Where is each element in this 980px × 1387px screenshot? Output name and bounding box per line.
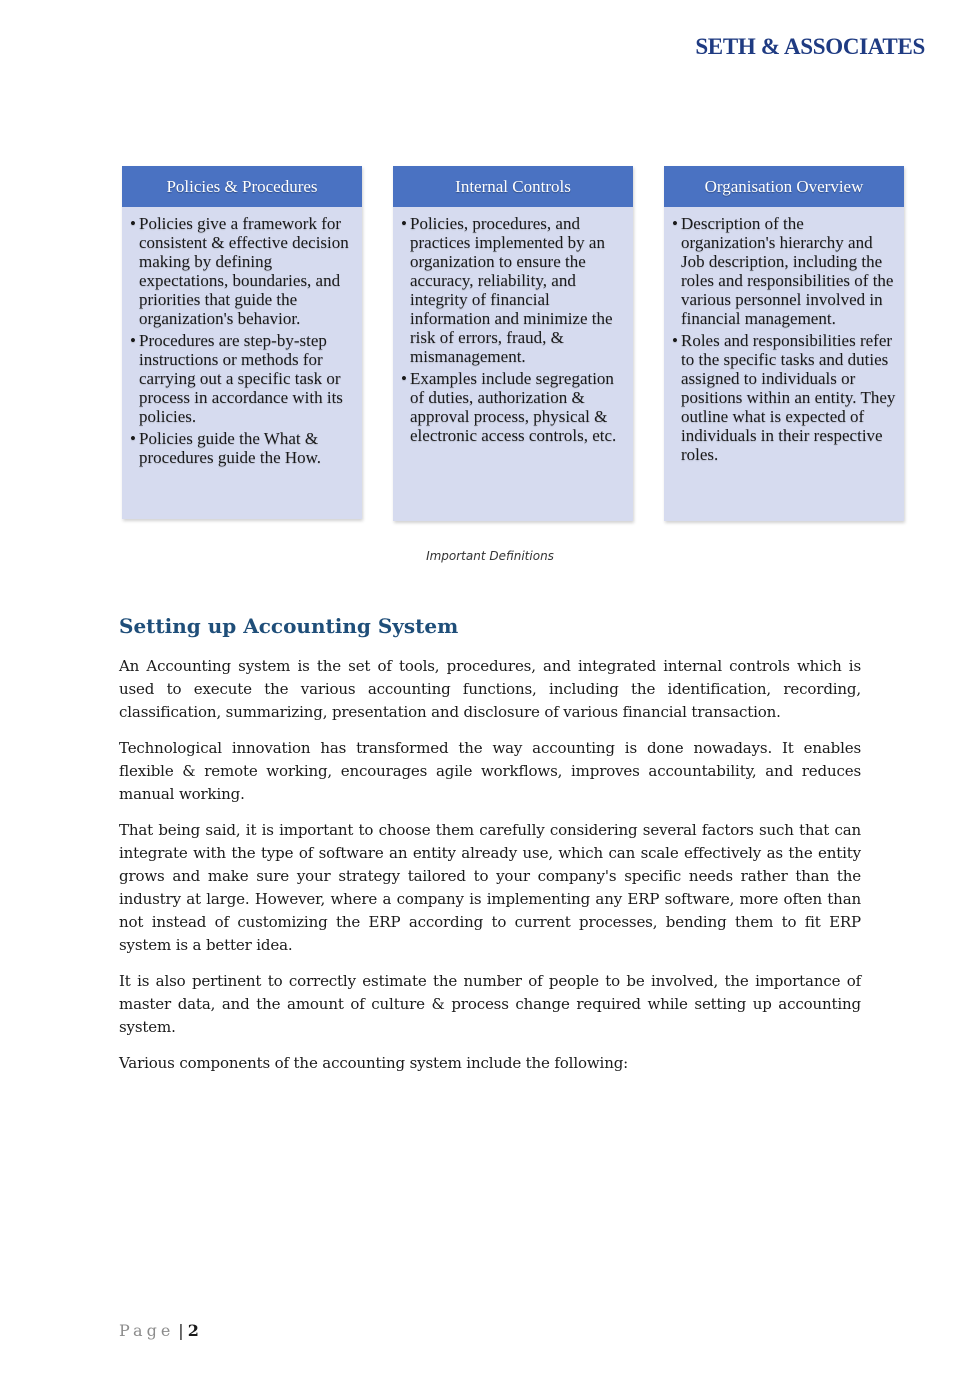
page-number: 2 xyxy=(187,1321,199,1340)
definition-bullet: • Examples include segregation of duties, authorization & approval process, physical & electronic access controls, etc. xyxy=(401,369,625,445)
section-heading: Setting up Accounting System xyxy=(119,614,459,638)
body-paragraph: It is also pertinent to correctly estimate the number of people to be involved, the importance of master data, and the amount of culture & process change required while setting up accounting system. xyxy=(119,972,861,1036)
body-paragraph: That being said, it is important to choose them carefully considering several factors such that can integrate with the type of software an entity already use, which can scale effectively as the entity grows and make sure your strategy tailored to your company's specific needs rather than the industry at large. However, where a company is implementing any ERP software, more often than not instead of customizing the ERP according to current processes, bending them to fit ERP system is a better idea. xyxy=(119,821,861,954)
definition-box-title: Internal Controls xyxy=(393,166,633,207)
definition-bullet: • Description of the organization's hierarchy and Job description, including the roles and responsibilities of the various personnel involved in financial management. xyxy=(672,214,896,328)
definitions-diagram xyxy=(122,166,904,526)
definition-bullet: • Policies guide the What & procedures guide the How. xyxy=(130,429,354,467)
brand-logo: SETH & ASSOCIATES xyxy=(695,34,925,59)
definition-bullet: • Policies give a framework for consistent & effective decision making by defining expectations, boundaries, and priorities that guide the organization's behavior. xyxy=(130,214,354,328)
definition-box-organisation-overview xyxy=(664,166,904,521)
definition-bullet: • Policies, procedures, and practices implemented by an organization to ensure the accuracy, reliability, and integrity of financial information and minimize the risk of errors, fraud, & mismanagement. xyxy=(401,214,625,366)
definition-box-title: Policies & Procedures xyxy=(122,166,362,207)
definition-box-title: Organisation Overview xyxy=(664,166,904,207)
definition-bullet: • Procedures are step-by-step instructions or methods for carrying out a specific task or process in accordance with its policies. xyxy=(130,331,354,426)
page-label: Page xyxy=(119,1321,175,1340)
definition-bullet: • Roles and responsibilities refer to the specific tasks and duties assigned to individuals or positions within an entity. They outline what is expected of individuals in their respective roles. xyxy=(672,331,896,464)
definition-bullet-list xyxy=(664,207,904,475)
definition-box-internal-controls xyxy=(393,166,633,521)
definition-bullet-list xyxy=(393,207,633,456)
page-separator: | xyxy=(178,1321,184,1340)
definition-box-policies xyxy=(122,166,362,519)
body-paragraph: Various components of the accounting system include the following: xyxy=(119,1054,629,1072)
body-paragraph: Technological innovation has transformed the way accounting is done nowadays. It enables flexible & remote working, encourages agile workflows, improves accountability, and reduces manual working. xyxy=(119,739,861,803)
definition-bullet-list xyxy=(122,207,362,478)
page-footer xyxy=(119,1321,199,1340)
body-paragraph: An Accounting system is the set of tools, procedures, and integrated internal controls which is used to execute the various accounting functions, including the identification, recording, classification, summarizing, presentation and disclosure of various financial transaction. xyxy=(119,657,861,721)
figure-caption: Important Definitions xyxy=(426,549,554,563)
section-body xyxy=(119,655,861,1088)
